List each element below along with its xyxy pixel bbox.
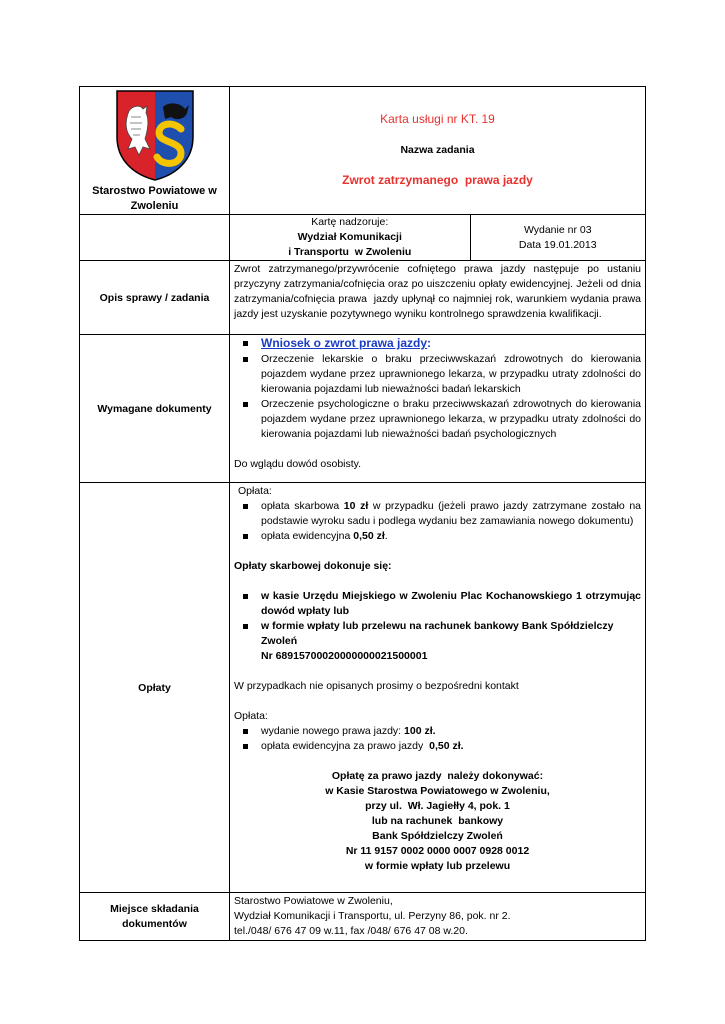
- fee-records-item: opłata ewidencyjna 0,50 zł.: [234, 529, 641, 544]
- fee-records-2-item: opłata ewidencyjna za prawo jazdy 0,50 zł.: [234, 739, 641, 754]
- link-suffix: :: [427, 336, 432, 350]
- payment-line: w Kasie Starostwa Powiatowego w Zwoleniu,: [325, 785, 550, 797]
- payment-line: Opłatę za prawo jazdy należy dokonywać:: [331, 770, 544, 782]
- stamp-heading: Opłaty skarbowej dokonuje się:: [234, 560, 392, 572]
- fee-new-license-item: wydanie nowego prawa jazdy: 100 zł.: [234, 724, 641, 739]
- edition-cell: [470, 215, 645, 260]
- documents-label: Wymagane dokumenty: [80, 335, 230, 483]
- office-cell: [80, 87, 230, 215]
- fees-cell: [230, 483, 646, 893]
- application-form-link[interactable]: Wniosek o zwrot prawa jazdy: [261, 336, 428, 350]
- office-name: Starostwo Powiatowe w Zwoleniu: [92, 185, 217, 212]
- supervision-cell: [230, 215, 646, 261]
- task-name: Zwrot zatrzymanego prawa jazdy: [342, 173, 533, 187]
- document-item: Orzeczenie psychologiczne o braku przeciwwskazań zdrowotnych do kierowania pojazdem wydane przez uprawnionego lekarza, w przypadku utraty zdolności do kierowania pojazdami lub nieważności badań psychologicznych: [234, 397, 641, 442]
- payment-line: Nr 11 9157 0002 0000 0007 0928 0012: [345, 845, 530, 857]
- place-line: Wydział Komunikacji i Transportu, ul. Perzyny 86, pok. nr 2.: [234, 910, 511, 922]
- description-text: Zwrot zatrzymanego/przywrócenie cofniętego prawa jazdy następuje po ustaniu przyczyny zatrzymania/cofnięcia oraz po uiszczeniu opłaty ewidencyjnej. Jeżeli od dnia zatrzymania/cofnięcia prawa jazdy upłynął co najmniej rok, warunkiem wydania prawa jazdy jest uzyskanie pozytywnego wyniku kontrolnego sprawdzenia kwalifikacji.: [234, 263, 644, 320]
- payment-line: przy ul. Wł. Jagiełły 4, pok. 1: [365, 800, 510, 812]
- document-item: Orzeczenie lekarskie o braku przeciwwskazań zdrowotnych do kierowania pojazdem wydane przez uprawnionego lekarza, w przypadku utraty zdolności do kierowania pojazdami lub nieważności badań lekarskich: [234, 352, 641, 397]
- coat-of-arms-icon: [115, 89, 195, 181]
- supervisor-dept-1: Wydział Komunikacji: [297, 231, 402, 243]
- place-line: Starostwo Powiatowe w Zwoleniu,: [234, 895, 393, 907]
- edition-number: Wydanie nr 03: [523, 223, 592, 236]
- application-form-item: [234, 336, 641, 352]
- payment-instructions: [234, 769, 641, 874]
- other-cases-note: W przypadkach nie opisanych prosimy o bezpośredni kontakt: [234, 680, 519, 692]
- place-label: Miejsce składania dokumentów: [80, 893, 230, 941]
- pay-option-cashier: w kasie Urzędu Miejskiego w Zwoleniu Plac Kochanowskiego 1 otrzymując dowód wpłaty lub: [234, 589, 641, 619]
- fees-intro: Opłata:: [238, 485, 272, 497]
- id-note: Do wglądu dowód osobisty.: [234, 458, 362, 470]
- payment-line: Bank Spółdzielczy Zwoleń: [372, 830, 503, 842]
- edition-date: Data 19.01.2013: [518, 238, 597, 251]
- documents-cell: [230, 335, 646, 483]
- pay-option-transfer: w formie wpłaty lub przelewu na rachunek bankowy Bank Spółdzielczy Zwoleń Nr 68915700020000000021500001: [234, 619, 641, 664]
- payment-line: w formie wpłaty lub przelewu: [364, 860, 511, 872]
- service-card: [79, 86, 645, 941]
- fees-label: Opłaty: [80, 483, 230, 893]
- title-cell: [230, 87, 646, 215]
- service-card-table: [79, 86, 646, 941]
- empty-cell: [80, 215, 230, 261]
- description-cell: [230, 261, 646, 335]
- payment-line: lub na rachunek bankowy: [371, 815, 504, 827]
- description-label: Opis sprawy / zadania: [80, 261, 230, 335]
- place-cell: [230, 893, 646, 941]
- task-label: Nazwa zadania: [400, 144, 475, 156]
- supervisor-cell: [230, 215, 470, 260]
- card-title: Karta usługi nr KT. 19: [380, 112, 495, 126]
- supervisor-dept-2: i Transportu w Zwoleniu: [288, 246, 412, 258]
- supervisor-label: Kartę nadzoruje:: [311, 216, 389, 228]
- fees-intro-2: Opłata:: [234, 710, 268, 722]
- place-line: tel./048/ 676 47 09 w.11, fax /048/ 676 47 08 w.20.: [234, 925, 468, 937]
- fee-stamp-item: opłata skarbowa 10 zł w przypadku (jeżeli prawo jazdy zatrzymane zostało na podstawie wyroku sadu i podlega wydaniu bez zamawiania nowego dokumentu): [234, 499, 641, 529]
